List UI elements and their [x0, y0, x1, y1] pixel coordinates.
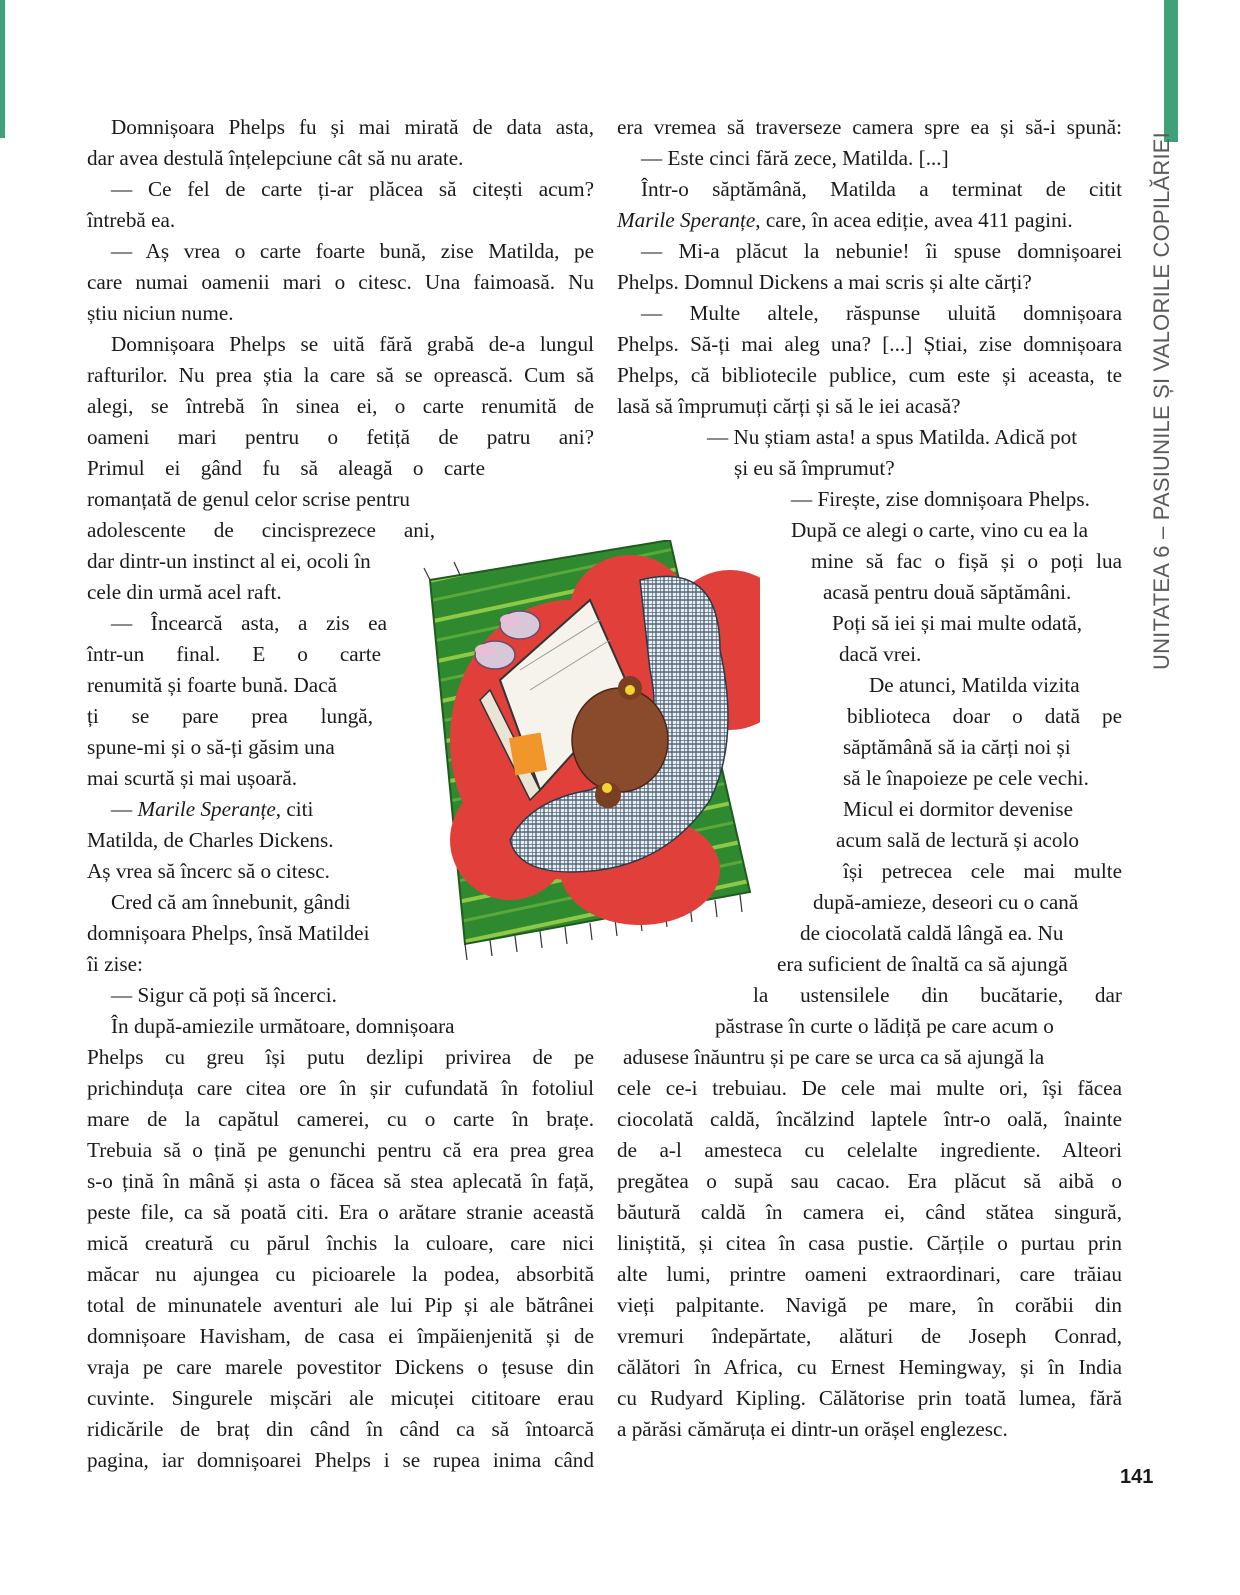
text-line: Phelps. Să-ți mai aleg una? [...] Știai, zise domnișoara — [617, 332, 1122, 356]
text-line: pregătea o supă sau cacao. Era plăcut să aibă o — [617, 1169, 1122, 1193]
text-line: domnișoare Havisham, de casa ei împăienjenită și de — [87, 1324, 594, 1348]
text-line: vremuri îndepărtate, alături de Joseph Conrad, — [617, 1324, 1122, 1348]
text-line: — Încearcă asta, a zis ea — [111, 611, 387, 635]
text-line: a părăsi cămăruța ei dintr-un orășel englezesc. — [617, 1417, 1008, 1441]
text-line: vraja pe care marele povestitor Dickens o țesuse din — [87, 1355, 594, 1379]
text-line: domnișoara Phelps, însă Matildei — [87, 921, 370, 945]
text-line: — Marile Speranțe, citi — [111, 797, 314, 821]
text-line: de a-l amesteca cu celelalte ingrediente. Alteori — [617, 1138, 1122, 1162]
text-line: — Nu știam asta! a spus Matilda. Adică pot — [707, 425, 1078, 449]
text-line: mică creatură cu părul închis la culoare, care nici — [87, 1231, 594, 1255]
text-line: alegi, se întrebă în sinea ei, o carte renumită de — [87, 394, 594, 418]
text-line: măcar nu ajungea cu picioarele la podea, absorbită — [87, 1262, 594, 1286]
text-line: — Sigur că poți să încerci. — [111, 983, 337, 1007]
text-line: vieți palpitante. Navigă pe mare, în corăbii din — [617, 1293, 1122, 1317]
text-line: cu Rudyard Kipling. Călătorise prin toată lumea, fără — [617, 1386, 1122, 1410]
text-line: rafturilor. Nu prea știa la care să se oprească. Cum să — [87, 363, 594, 387]
text-line: acum sală de lectură și acolo — [836, 828, 1079, 852]
text-line: alte lumi, printre oameni extraordinari, care trăiau — [617, 1262, 1122, 1286]
text-line: își petrecea cele mai multe — [843, 859, 1122, 883]
text-line: peste file, ca să poată citi. Era o arătare stranie această — [87, 1200, 594, 1224]
text-line: — Multe altele, răspunse uluită domnișoara — [641, 301, 1122, 325]
text-line: după-amieze, deseori cu o cană — [813, 890, 1079, 914]
text-line: romanțată de genul celor scrise pentru — [87, 487, 410, 511]
text-line: — Firește, zise domnișoara Phelps. — [791, 487, 1090, 511]
text-line: călători în Africa, cu Ernest Hemingway, și în India — [617, 1355, 1122, 1379]
text-line: Cred că am înnebunit, gândi — [111, 890, 351, 914]
text-line: lasă să împrumuți cărți și să le iei acasă? — [617, 394, 961, 418]
text-line: biblioteca doar o dată pe — [847, 704, 1122, 728]
text-line: dacă vrei. — [839, 642, 922, 666]
text-line: Primul ei gând fu să aleagă o carte — [87, 456, 485, 480]
unit-title: UNITATEA 6 – PASIUNILE ȘI VALORILE COPILĂRIEI — [1149, 132, 1174, 670]
page-number: 141 — [1120, 1466, 1154, 1488]
text-line: și eu să împrumut? — [734, 456, 895, 480]
text-line: cuvinte. Singurele mișcări ale micuței cititoare erau — [87, 1386, 594, 1410]
text-line: mine să fac o fișă și o poți lua — [811, 549, 1122, 573]
text-line: întrebă ea. — [87, 208, 176, 232]
text-line: păstrase în curte o lădiță pe care acum o — [715, 1014, 1054, 1038]
text-line: adusese înăuntru și pe care se urca ca să ajungă la — [623, 1045, 1045, 1069]
text-line: — Mi-a plăcut la nebunie! îi spuse domnișoarei — [641, 239, 1122, 263]
text-line: Trebuia să o țină pe genunchi pentru că era prea grea — [87, 1138, 594, 1162]
girl-reading-illustration — [420, 540, 760, 970]
text-line: — Ce fel de carte ți-ar plăcea să citești acum? — [111, 177, 594, 201]
text-line: acasă pentru două săptămâni. — [823, 580, 1072, 604]
left-accent-bar — [0, 0, 5, 138]
text-line: După ce alegi o carte, vino cu ea la — [791, 518, 1089, 542]
text-line: s-o țină în mână și asta o făcea să stea aplecată în față, — [87, 1169, 594, 1193]
text-line: săptămână să ia cărți noi și — [843, 735, 1071, 759]
text-line: total de minunatele aventuri ale lui Pip și ale bătrânei — [87, 1293, 594, 1317]
text-line: era vremea să traverseze camera spre ea și să-i spună: — [617, 115, 1122, 139]
text-line: mare de la capătul camerei, cu o carte în brațe. — [87, 1107, 594, 1131]
text-line: era suficient de înaltă ca să ajungă — [777, 952, 1068, 976]
text-line: la ustensilele din bucătarie, dar — [753, 983, 1122, 1007]
text-line: Domnișoara Phelps se uită fără grabă de-a lungul — [111, 332, 594, 356]
text-line: prichinduța care citea ore în șir cufundată în fotoliul — [87, 1076, 594, 1100]
right-accent-bar — [1164, 0, 1178, 142]
text-line: Domnișoara Phelps fu și mai mirată de data asta, — [111, 115, 594, 139]
text-line: cele din urmă acel raft. — [87, 580, 282, 604]
text-line: dar dintr-un instinct al ei, ocoli în — [87, 549, 371, 573]
text-line: îi zise: — [87, 952, 143, 976]
text-line: De atunci, Matilda vizita — [869, 673, 1080, 697]
text-line: Într-o săptămână, Matilda a terminat de citit — [641, 177, 1122, 201]
text-line: Phelps. Domnul Dickens a mai scris și alte cărți? — [617, 270, 1032, 294]
text-line: într-un final. E o carte — [87, 642, 381, 666]
text-line: În după-amiezile următoare, domnișoara — [111, 1014, 455, 1038]
text-line: adolescente de cincisprezece ani, — [87, 518, 435, 542]
text-line: băutură caldă în camera ei, când stătea singură, — [617, 1200, 1122, 1224]
text-line: pagina, iar domnișoarei Phelps i se rupea inima când — [87, 1448, 594, 1472]
text-line: dar avea destulă înțelepciune cât să nu arate. — [87, 146, 464, 170]
text-line: oameni mari pentru o fetiță de patru ani? — [87, 425, 594, 449]
text-line: știu niciun nume. — [87, 301, 234, 325]
text-line: Marile Speranțe, care, în acea ediție, avea 411 pagini. — [617, 208, 1073, 232]
text-line: liniștită, și citea în casa pustie. Cărțile o purtau prin — [617, 1231, 1122, 1255]
text-line: Phelps cu greu își putu dezlipi privirea de pe — [87, 1045, 594, 1069]
text-line: — Este cinci fără zece, Matilda. [...] — [641, 146, 949, 170]
text-line: Poți să iei și mai multe odată, — [832, 611, 1083, 635]
text-line: să le înapoieze pe cele vechi. — [843, 766, 1089, 790]
text-line: renumită și foarte bună. Dacă — [87, 673, 338, 697]
text-line: ridicările de braț din când în când ca să întoarcă — [87, 1417, 594, 1441]
text-line: mai scurtă și mai ușoară. — [87, 766, 298, 790]
text-line: spune-mi și o să-ți găsim una — [87, 735, 335, 759]
text-line: Micul ei dormitor devenise — [843, 797, 1074, 821]
text-line: ciocolată caldă, încălzind laptele într-o oală, înainte — [617, 1107, 1122, 1131]
text-line: Phelps, că bibliotecile publice, cum este și aceasta, te — [617, 363, 1122, 387]
text-line: — Aș vrea o carte foarte bună, zise Matilda, pe — [111, 239, 594, 263]
text-line: cele ce-i trebuiau. De cele mai multe ori, își făcea — [617, 1076, 1122, 1100]
text-line: Aș vrea să încerc să o citesc. — [87, 859, 330, 883]
text-line: de ciocolată caldă lângă ea. Nu — [800, 921, 1064, 945]
text-line: care numai oamenii mari o citesc. Una faimoasă. Nu — [87, 270, 594, 294]
text-line: Matilda, de Charles Dickens. — [87, 828, 334, 852]
text-line: ți se pare prea lungă, — [87, 704, 373, 728]
